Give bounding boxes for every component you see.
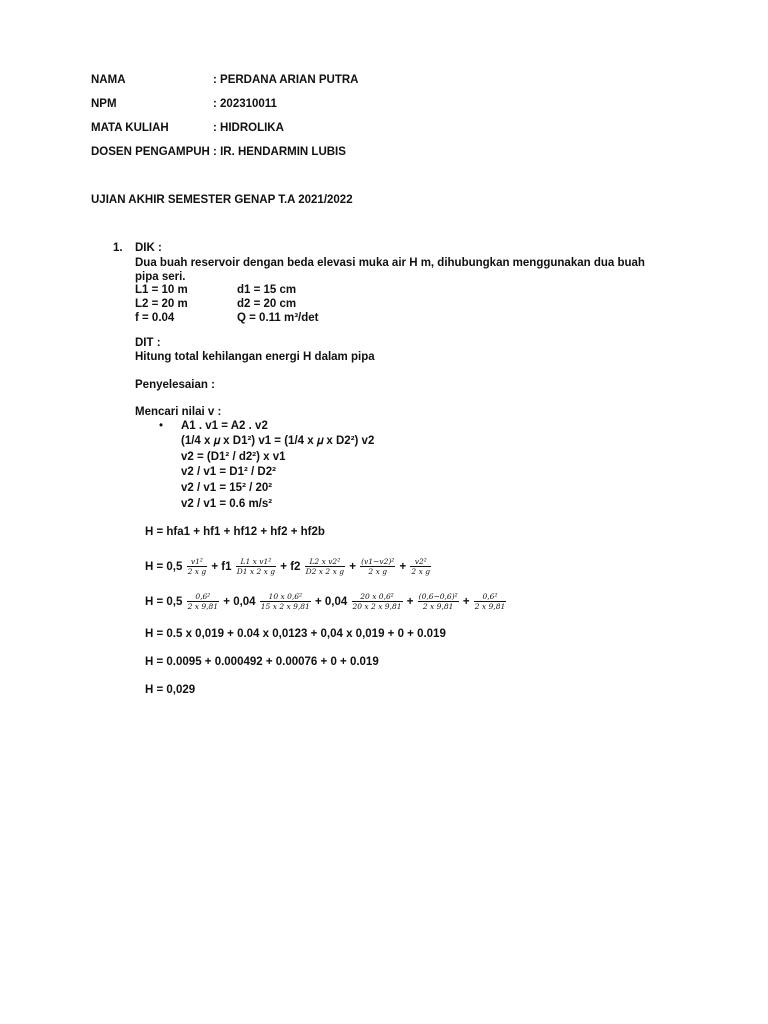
eq2-f3-num: L2 x v2² xyxy=(305,557,345,567)
given-left-3: f = 0.04 xyxy=(135,312,175,324)
eq2-plus-1: + xyxy=(349,561,356,573)
equation-1: H = hfa1 + hf1 + hf12 + hf2 + hf2b xyxy=(145,526,325,538)
eq3-mid-1: + 0,04 xyxy=(223,596,256,608)
given-right-2: d2 = 20 cm xyxy=(237,298,297,310)
eq2-fraction-2 xyxy=(236,557,276,576)
eq3-f4-den: 2 x 9,81 xyxy=(422,602,454,612)
eq2-f2-den: D1 x 2 x g xyxy=(236,567,276,577)
npm-label: NPM xyxy=(91,98,117,110)
question-number: 1. xyxy=(113,242,123,254)
eq2-f4-den: 2 x g xyxy=(368,567,387,577)
eq2-mid-2: + f2 xyxy=(280,561,301,573)
eq2-lead: H = 0,5 xyxy=(145,561,183,573)
given-right-3: Q = 0.11 m³/det xyxy=(237,312,319,324)
bullet-icon: • xyxy=(159,420,164,432)
equation-4: H = 0.5 x 0,019 + 0.04 x 0,0123 + 0,04 x 0,019 + 0 + 0.019 xyxy=(145,628,446,640)
eq3-f4-num: (0,6−0,6)² xyxy=(418,592,458,602)
eq3-mid-2: + 0,04 xyxy=(315,596,348,608)
description-line-2: pipa seri. xyxy=(135,271,186,283)
eq3-plus-2: + xyxy=(462,596,470,608)
dit-label: DIT : xyxy=(135,337,161,349)
equation-3 xyxy=(145,591,507,613)
eq3-f5-den: 2 x 9,81 xyxy=(474,602,506,612)
npm-value: : 202310011 xyxy=(213,98,277,110)
eq2-f4-num: (v1−v2)² xyxy=(361,557,395,567)
eq3-f3-num: 20 x 0,6² xyxy=(352,592,403,602)
eq2-f1-den: 2 x g xyxy=(187,567,207,577)
mencari-label: Mencari nilai v : xyxy=(135,406,222,418)
dik-label: DIK : xyxy=(135,242,162,254)
eq2-fraction-3 xyxy=(305,557,345,576)
dosen-line: DOSEN PENGAMPUH : IR. HENDARMIN LUBIS xyxy=(91,146,346,158)
nama-label: NAMA xyxy=(91,74,126,86)
eq3-fraction-1 xyxy=(187,592,219,611)
eq2-mid-1: + f1 xyxy=(211,561,232,573)
equation-2 xyxy=(145,556,432,578)
eq2-f5-num: v2² xyxy=(410,557,431,567)
eq2-f2-num: L1 x v1² xyxy=(236,557,276,567)
eq2-plus-2: + xyxy=(399,561,407,573)
eq3-plus-1: + xyxy=(406,596,414,608)
eq2-f5-den: 2 x g xyxy=(411,567,430,577)
eq3-f2-num: 10 x 0,6² xyxy=(260,592,311,602)
eq2-fraction-4 xyxy=(360,557,395,576)
step-2: (1/4 x 𝜇 x D1²) v1 = (1/4 x 𝜇 x D2²) v2 xyxy=(181,435,375,447)
eq2-fraction-1 xyxy=(187,557,208,576)
step-6: v2 / v1 = 0.6 m/s² xyxy=(181,498,273,510)
equation-5: H = 0.0095 + 0.000492 + 0.00076 + 0 + 0.019 xyxy=(145,656,379,668)
step-3: v2 = (D1² / d2²) x v1 xyxy=(181,451,286,463)
eq3-f5-num: 0,6² xyxy=(474,592,506,602)
eq3-f3-den: 20 x 2 x 9,81 xyxy=(352,602,402,612)
exam-title: UJIAN AKHIR SEMESTER GENAP T.A 2021/2022 xyxy=(91,194,353,206)
eq3-f2-den: 15 x 2 x 9,81 xyxy=(260,602,310,612)
eq3-fraction-5 xyxy=(474,592,506,611)
nama-value: : PERDANA ARIAN PUTRA xyxy=(213,74,359,86)
eq3-fraction-3 xyxy=(352,592,403,611)
given-left-1: L1 = 10 m xyxy=(135,284,188,296)
eq3-lead: H = 0,5 xyxy=(145,596,183,608)
description-line-1: Dua buah reservoir dengan beda elevasi muka air H m, dihubungkan menggunakan dua buah xyxy=(135,257,645,269)
given-right-1: d1 = 15 cm xyxy=(237,284,297,296)
eq2-f1-num: v1² xyxy=(187,557,208,567)
step-1: A1 . v1 = A2 . v2 xyxy=(181,420,268,432)
eq3-fraction-2 xyxy=(260,592,311,611)
dit-text: Hitung total kehilangan energi H dalam pipa xyxy=(135,351,375,363)
step-4: v2 / v1 = D1² / D2² xyxy=(181,466,276,478)
eq2-f3-den: D2 x 2 x g xyxy=(305,567,344,577)
eq3-f1-den: 2 x 9,81 xyxy=(187,602,219,612)
matkul-label: MATA KULIAH xyxy=(91,122,169,134)
matkul-value: : HIDROLIKA xyxy=(213,122,284,134)
given-left-2: L2 = 20 m xyxy=(135,298,188,310)
eq3-f1-num: 0,6² xyxy=(187,592,219,602)
step-5: v2 / v1 = 15² / 20² xyxy=(181,482,273,494)
eq2-fraction-5 xyxy=(410,557,431,576)
penyelesaian-label: Penyelesaian : xyxy=(135,379,215,391)
eq3-fraction-4 xyxy=(418,592,459,611)
equation-6: H = 0,029 xyxy=(145,684,196,696)
